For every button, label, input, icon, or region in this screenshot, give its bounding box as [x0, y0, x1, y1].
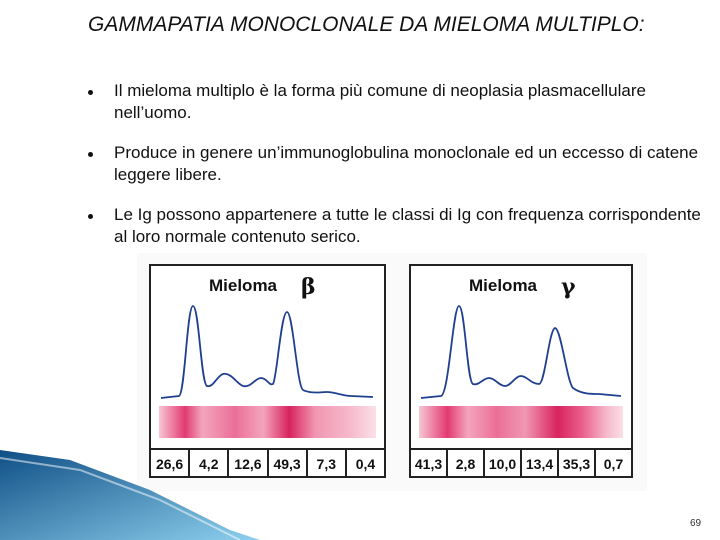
value-cell: 10,0: [485, 450, 522, 478]
panel-title: Mieloma: [209, 276, 278, 295]
value-cell: 49,3: [269, 450, 308, 478]
value-cell: 41,3: [411, 450, 448, 478]
value-cell: 0,7: [603, 456, 624, 472]
bullet-item: [88, 80, 718, 124]
gel-strip-gamma: [411, 406, 631, 438]
value-cell: 0,4: [355, 456, 376, 472]
bullet-dot: [88, 214, 93, 219]
value-cell: 12,6: [229, 450, 268, 478]
gel-band-beta: [159, 406, 376, 438]
bullet-dot: [88, 90, 93, 95]
panel-mieloma-beta: [149, 264, 386, 478]
gel-strip-beta: [151, 406, 384, 438]
bullet-text: Il mieloma multiplo è la forma più comune di neoplasia plasmacellulare nell’uomo.: [114, 81, 646, 122]
densitometry-curve-gamma: [411, 266, 631, 406]
panel-mieloma-gamma: [409, 264, 633, 478]
bullet-text: Le Ig possono appartenere a tutte le classi di Ig con frequenza corrispondente al loro normale contenuto serico.: [114, 205, 701, 246]
gel-band-gamma: [419, 406, 623, 438]
bullet-dot: [88, 152, 93, 157]
value-cell: 7,3: [308, 450, 347, 478]
densitometry-curve-beta: [151, 266, 384, 406]
curve-path-gamma: [421, 306, 621, 398]
slide-title: GAMMAPATIA MONOCLONALE DA MIELOMA MULTIPLO:: [88, 13, 645, 36]
value-cell: 13,4: [522, 450, 559, 478]
bullet-item: [88, 204, 718, 248]
curve-path-beta: [161, 306, 373, 398]
page-number: 69: [690, 518, 702, 529]
values-row-gamma: [411, 448, 631, 478]
corner-decoration: [0, 450, 260, 540]
bullet-text: Produce in genere un’immunoglobulina monoclonale ed un eccesso di catene leggere libere.: [114, 143, 699, 184]
greek-gamma-label: γ: [561, 274, 576, 300]
greek-beta-label: β: [301, 274, 316, 300]
bullet-list: [88, 80, 718, 266]
panel-title: Mieloma: [469, 276, 538, 295]
value-cell: 2,8: [448, 450, 485, 478]
value-cell: 35,3: [559, 450, 596, 478]
value-cell: 26,6: [151, 450, 190, 478]
value-cell: 4,2: [190, 450, 229, 478]
bullet-item: [88, 142, 718, 186]
